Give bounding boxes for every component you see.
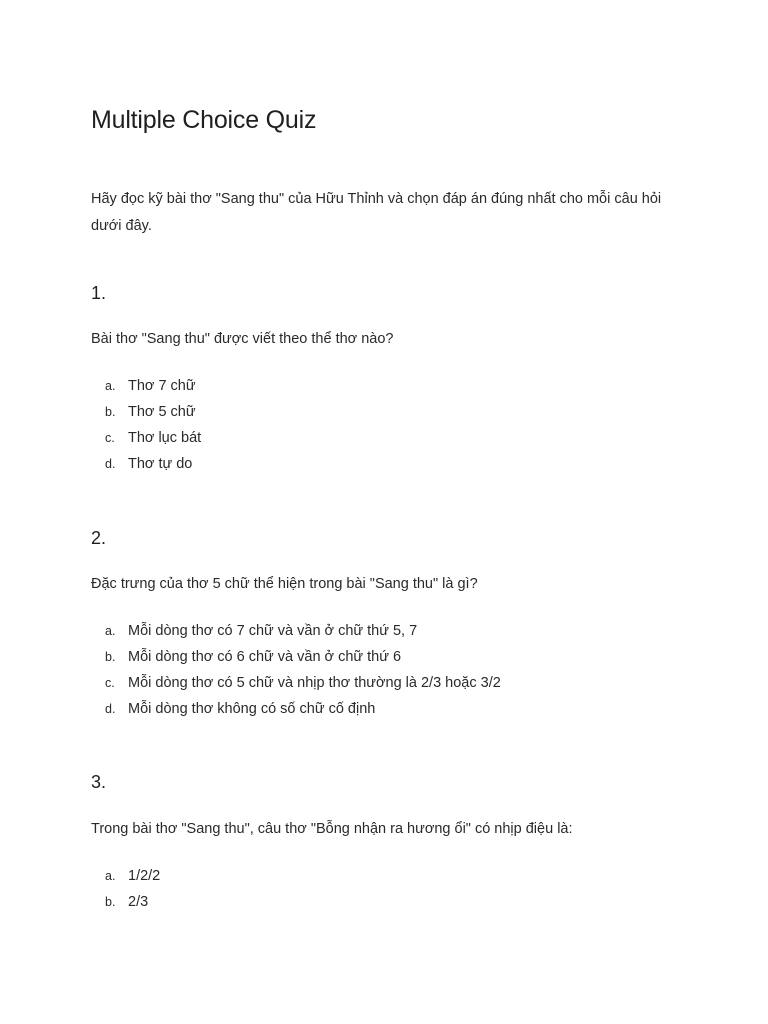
option-text: Mỗi dòng thơ không có số chữ cố định [128,701,376,717]
question-1-option-c [91,430,201,456]
question-2-number: 2. [91,528,107,548]
question-1-option-d [91,456,201,482]
option-letter: d. [105,702,116,716]
question-2-option-a [91,623,501,649]
option-text: 1/2/2 [128,868,161,884]
question-3-option-b [91,894,160,920]
option-letter: a. [105,869,116,883]
option-text: Thơ 5 chữ [128,404,196,420]
page-title: Multiple Choice Quiz [91,106,317,134]
option-letter: a. [105,379,116,393]
option-text: Mỗi dòng thơ có 7 chữ và vần ở chữ thứ 5, 7 [128,623,418,639]
option-text: Thơ lục bát [128,430,202,446]
option-letter: b. [105,405,116,419]
question-3-text: Trong bài thơ "Sang thu", câu thơ "Bỗng nhận ra hương ổi" có nhịp điệu là: [91,821,573,837]
question-2-options [91,623,501,727]
option-text: 2/3 [128,894,149,910]
option-text: Mỗi dòng thơ có 5 chữ và nhịp thơ thường là 2/3 hoặc 3/2 [128,675,501,691]
question-1-option-a [91,378,201,404]
question-3-number: 3. [91,772,107,792]
question-3-options [91,868,160,920]
option-letter: b. [105,895,116,909]
question-2-text: Đặc trưng của thơ 5 chữ thể hiện trong bài "Sang thu" là gì? [91,576,478,592]
question-3-option-a [91,868,160,894]
question-2-option-c [91,675,501,701]
question-1-options [91,378,201,482]
question-2-option-d [91,701,501,727]
question-2-option-b [91,649,501,675]
question-1-option-b [91,404,201,430]
option-text: Thơ 7 chữ [128,378,196,394]
option-text: Thơ tự do [128,456,193,472]
option-letter: c. [105,431,115,445]
quiz-instructions: Hãy đọc kỹ bài thơ "Sang thu" của Hữu Thỉnh và chọn đáp án đúng nhất cho mỗi câu hỏi dưới đây. [91,191,662,234]
option-letter: c. [105,676,115,690]
option-letter: b. [105,650,116,664]
question-1-text: Bài thơ "Sang thu" được viết theo thể thơ nào? [91,331,394,347]
option-letter: d. [105,457,116,471]
question-1-number: 1. [91,283,107,303]
option-letter: a. [105,624,116,638]
option-text: Mỗi dòng thơ có 6 chữ và vần ở chữ thứ 6 [128,649,402,665]
